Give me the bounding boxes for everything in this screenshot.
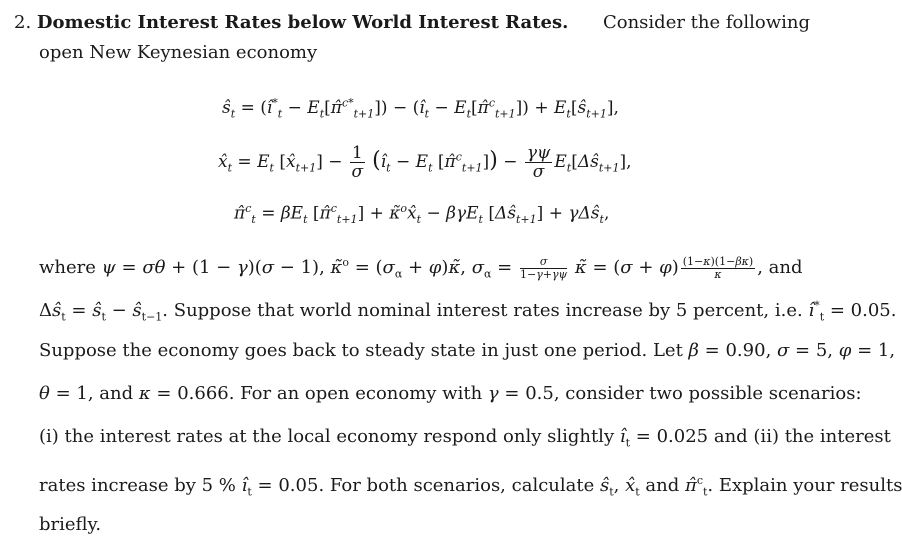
problem-number: 2. [14, 12, 32, 33]
where-label: where [39, 257, 96, 278]
fraction-one-over-sigma: $\frac{1}{\sigma}$ [351, 143, 364, 182]
theta-value: 1 [76, 383, 88, 404]
body-line-4-tail: consider two possible scenarios: [565, 383, 862, 404]
problem-intro-line2: open New Keynesian economy [39, 42, 318, 63]
local-rate-i-value: 0.025 [656, 426, 709, 447]
body-line-7: briefly. [39, 514, 102, 535]
body-line-5-a: (i) the interest rates at the local economy respond only slightly [39, 426, 615, 447]
problem-heading [14, 12, 568, 34]
kappa-value: 0.666 [177, 383, 229, 404]
body-line-6-a: rates increase by 5 % [39, 475, 236, 496]
body-line-2-text: . Suppose that world nominal interest rates increase by 5 percent, i.e. [162, 300, 803, 321]
body-line-6: rates increase by 5 % $î_t = 0.05$. For both scenarios, calculate $ŝ_t$, $x̂_t$ and π̂$^c_t$. Explain your results [39, 474, 902, 499]
body-line-6-b: . For both scenarios, calculate [318, 475, 595, 496]
body-line-2: $\Delta ŝ_t$ = $ŝ_t$ − $ŝ_{t-1}$. Suppose that world nominal interest rates increase by 5 percent, i.e. $î^*_t = 0.05$. [39, 299, 897, 324]
local-rate-ii-value: 0.05 [278, 475, 319, 496]
world-rate-value: 0.05 [850, 300, 891, 321]
gamma-value: 0.5 [525, 383, 554, 404]
beta-value: 0.90 [725, 340, 766, 361]
fraction-sigma-alpha: $\frac{\sigma}{1-\gamma+\gamma\psi}$ [519, 254, 568, 281]
problem-title: Domestic Interest Rates below World Interest Rates. [36, 12, 569, 33]
problem-intro-right: Consider the following [602, 12, 810, 33]
equation-1 [222, 92, 619, 125]
equation-1-render: $ŝ_t$ = ($î^*_t$ − $E_t[\pî^{c*}_{t+1}]$) − ($î_t$ − $E_t[\pî^c_{t+1}]$) + $E_t[ŝ_{t+1}]$, [222, 96, 619, 121]
fraction-gamma-psi-over-sigma: $\frac{\gamma\psi}{\sigma}$ [526, 143, 551, 182]
body-line-4-text: For an open economy with [240, 383, 483, 404]
body-line-6-c: . Explain your results [707, 475, 902, 496]
sigma-value: 5 [815, 340, 828, 361]
body-line-4: θ = 1, and κ = 0.666. For an open economy with γ = 0.5, consider two possible scenarios: [39, 383, 862, 404]
body-line-3: Suppose the economy goes back to steady state in just one period. Let β = 0.90, σ = 5, φ = 1, [39, 340, 896, 361]
equation-3: π̂$^c_t$ = $\beta E_t$ [π̂$^c_{t+1}$] + $\kappã^ox̂_t - \beta\gamma E_t$ $[\Delta ŝ_{t+1}]$ + γΔŝ$_t$, [234, 202, 610, 227]
where-line: where ψ = σθ + (1 − γ)(σ − 1), κ̃$^o$ = ($\sigma_\alpha$ + φ)κ̃, $\sigma_\alpha$ = $\frac{\sigma}{1-\gamma+\gamma\psi}$ κ̃ = (σ + φ) $\frac{(1-\kappa)(1-\beta\kappa)}{\kappa}$ , and [39, 254, 803, 281]
equation-2: $x̂_t = E_t$ $[x̂_{t+1}]$ − $\frac{1}{\sigma}$ ($î_t - E_t$ [π̂$^c_{t+1}$]) − $\frac{\gamma\psi}{\sigma}$ $E_t[\Delta ŝ_{t+1}]$, [218, 143, 632, 182]
body-line-5: (i) the interest rates at the local economy respond only slightly $î_t = 0.025$ and (ii) the interest [39, 426, 891, 450]
body-line-5-b: and (ii) the interest [713, 426, 891, 447]
and-word: and [768, 257, 803, 278]
fraction-kappa: $\frac{(1-\kappa)(1-\beta\kappa)}{\kappa}$ [682, 254, 754, 281]
body-line-3-text: Suppose the economy goes back to steady state in just one period. Let [39, 340, 683, 361]
phi-value: 1 [877, 340, 890, 361]
